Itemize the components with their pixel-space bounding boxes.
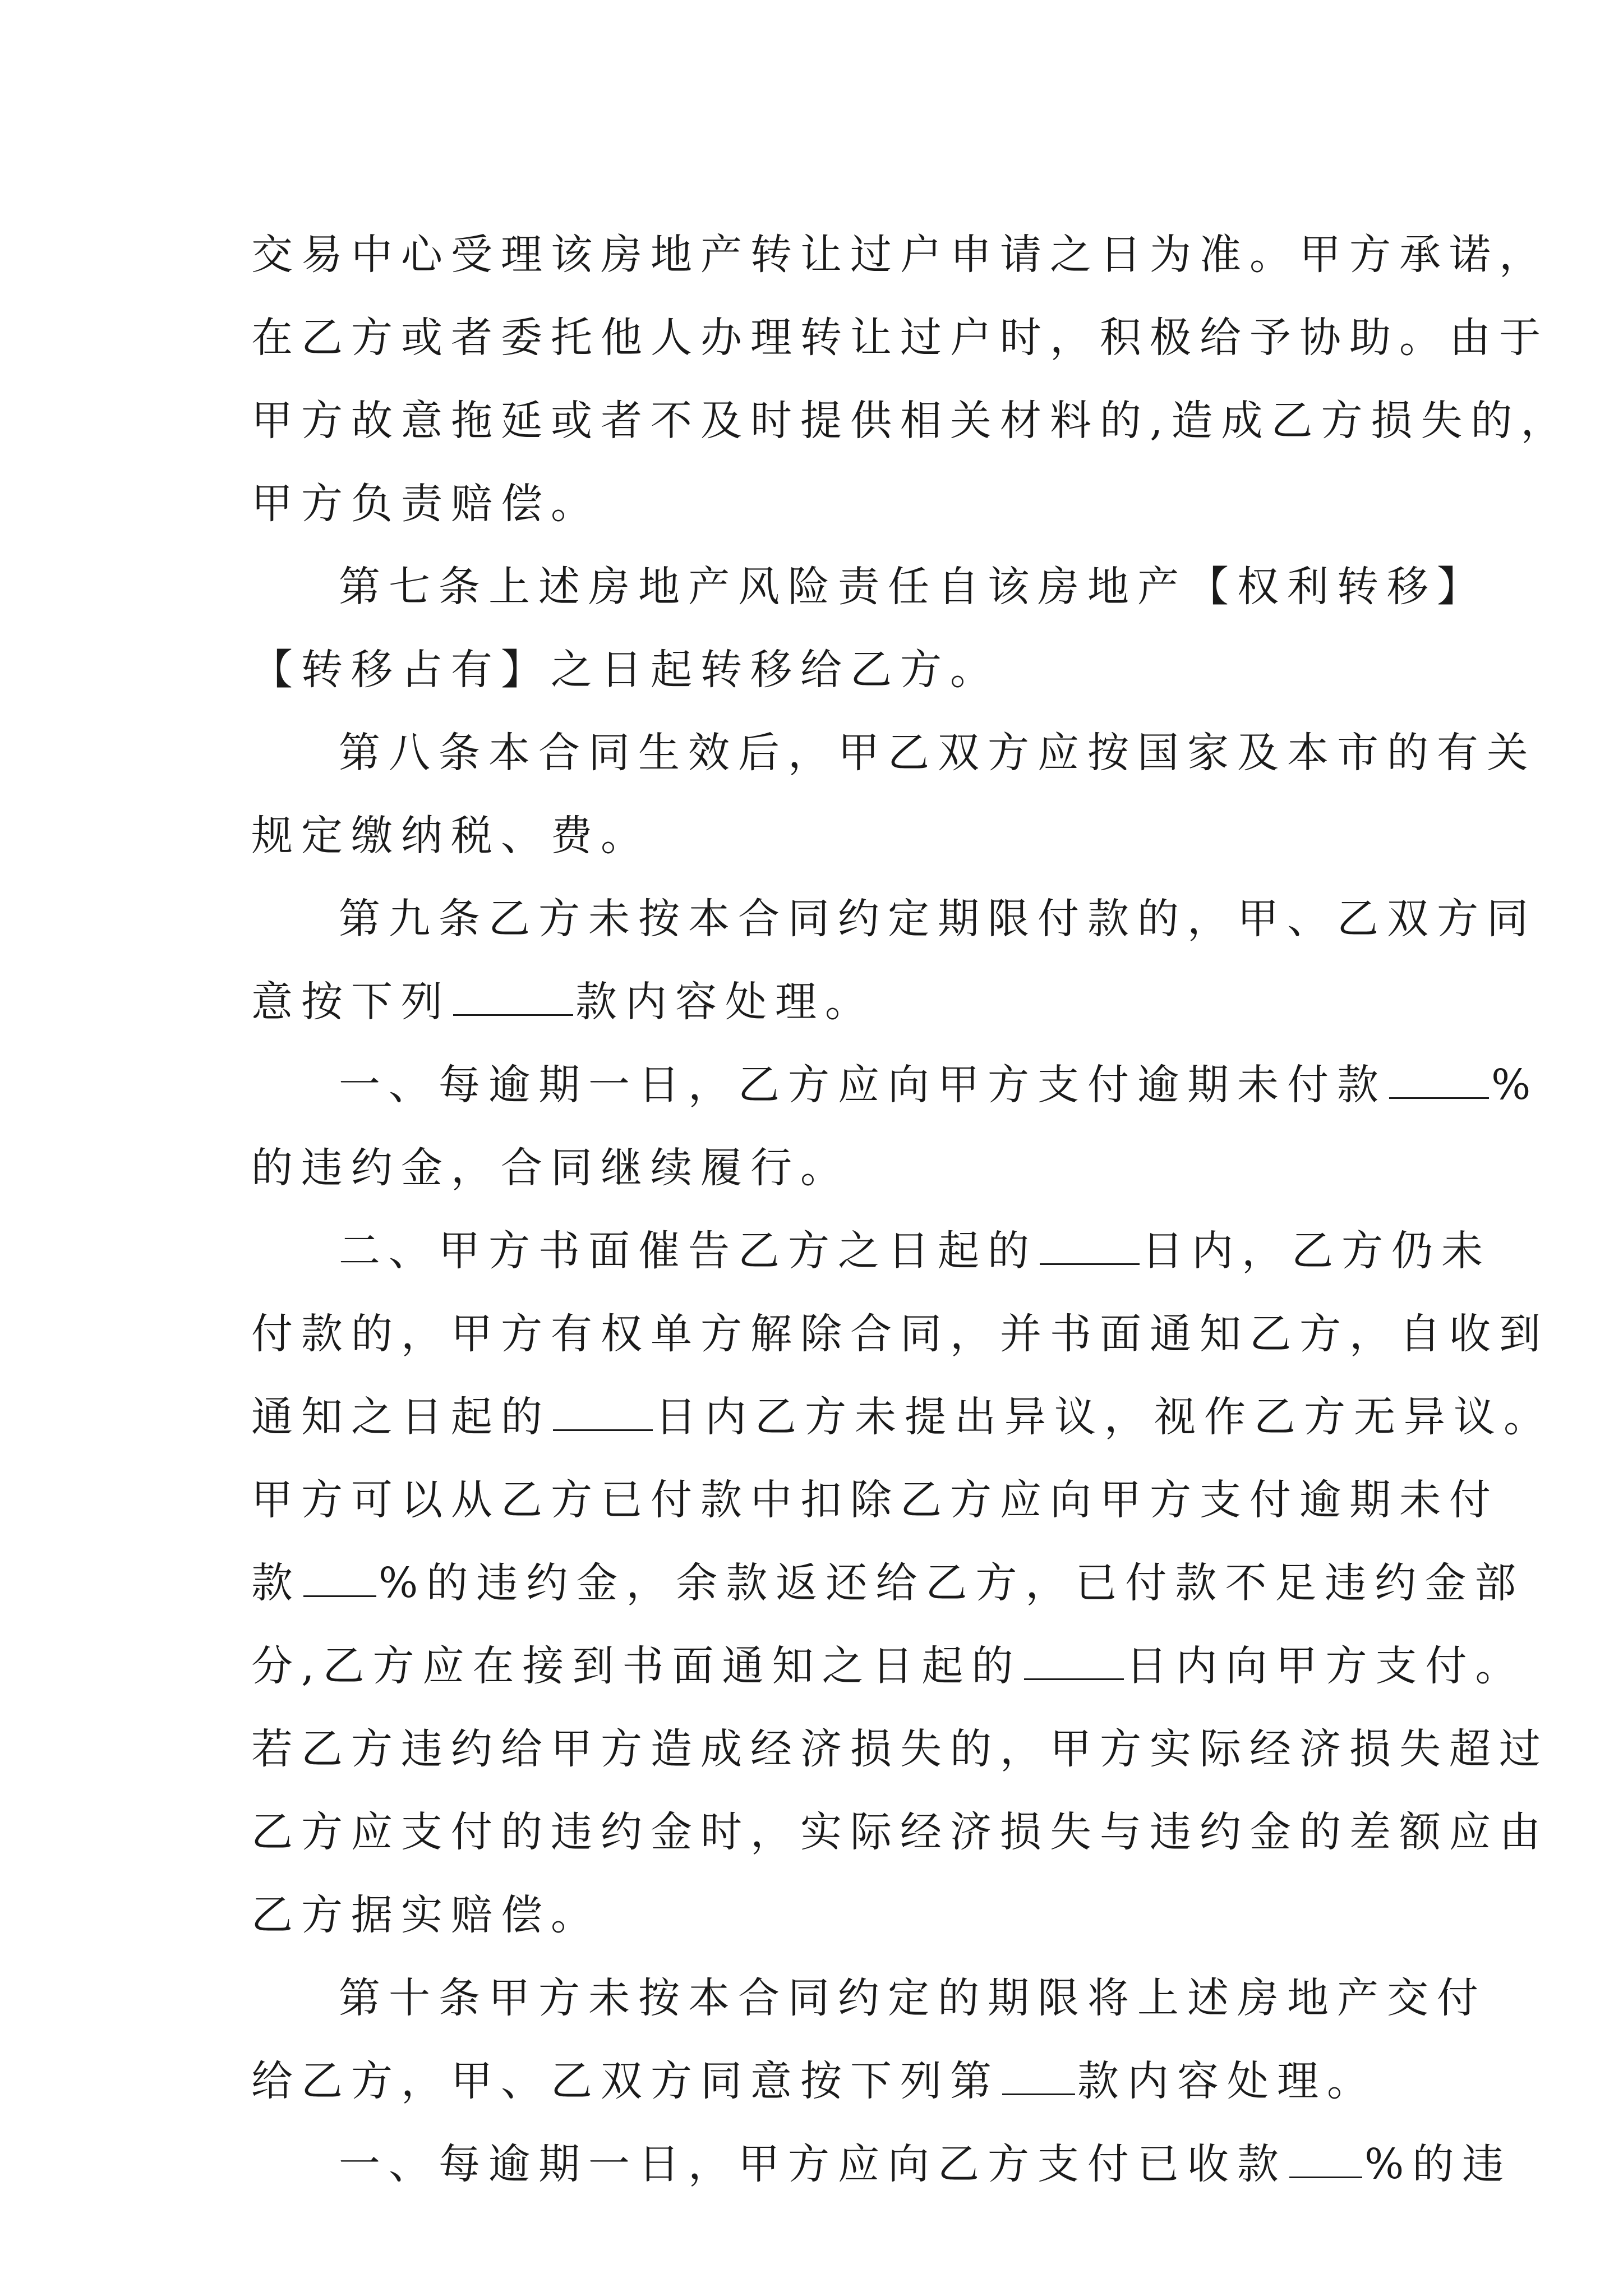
text-line: 乙方应支付的违约金时，实际经济损失与违约金的差额应由 bbox=[251, 1808, 1549, 1856]
text-line: 的违约金，合同继续履行。 bbox=[251, 1144, 850, 1192]
text-segment: 给乙方，甲、乙双方同意按下列第 bbox=[251, 2057, 1000, 2105]
text-line: 乙方据实赔偿。 bbox=[251, 1891, 601, 1939]
text-segment: 通知之日起的 bbox=[251, 1393, 551, 1441]
text-line bbox=[251, 960, 1407, 1043]
text-line: 在乙方或者委托他人办理转让过户时，积极给予协助。由于 bbox=[251, 314, 1549, 362]
text-segment: 分,乙方应在接到书面通知之日起的 bbox=[251, 1642, 1022, 1690]
article-9-line: 第九条乙方未按本合同约定期限付款的，甲、乙双方同 bbox=[339, 895, 1537, 943]
clause-line bbox=[251, 1209, 1491, 1292]
text-line bbox=[251, 1542, 1525, 1625]
text-segment: 一、每逾期一日，乙方应向甲方支付逾期未付款 bbox=[339, 1061, 1387, 1109]
clause-line bbox=[251, 2123, 1513, 2206]
fill-in-blank bbox=[553, 1396, 653, 1431]
text-segment: 款内容处理。 bbox=[1077, 2057, 1377, 2105]
fill-in-blank bbox=[1040, 1230, 1140, 1265]
text-line bbox=[251, 2040, 1407, 2123]
fill-in-blank bbox=[1389, 1064, 1489, 1099]
text-line: 甲方可以从乙方已付款中扣除乙方应向甲方支付逾期未付 bbox=[251, 1476, 1499, 1524]
text-line: 若乙方违约给甲方造成经济损失的，甲方实际经济损失超过 bbox=[251, 1725, 1549, 1773]
article-8-line: 第八条本合同生效后，甲乙双方应按国家及本市的有关 bbox=[339, 729, 1537, 777]
text-line: 【转移占有】之日起转移给乙方。 bbox=[251, 646, 1000, 694]
text-segment: 款 bbox=[251, 1559, 301, 1607]
document-page bbox=[251, 213, 1571, 2206]
text-segment: 款内容处理。 bbox=[575, 978, 875, 1026]
text-segment: 二、甲方书面催告乙方之日起的 bbox=[339, 1227, 1038, 1275]
text-segment: 日内向甲方支付。 bbox=[1126, 1642, 1525, 1690]
text-segment: %的违约金，余款返还给乙方，已付款不足违约金部 bbox=[379, 1559, 1525, 1607]
text-segment: 意按下列 bbox=[251, 978, 451, 1026]
text-segment: % bbox=[1491, 1061, 1539, 1109]
text-line bbox=[251, 1375, 1553, 1458]
text-line bbox=[251, 1625, 1525, 1708]
text-segment: 一、每逾期一日，甲方应向乙方支付已收款 bbox=[339, 2140, 1287, 2188]
fill-in-blank bbox=[303, 1562, 376, 1597]
fill-in-blank bbox=[1289, 2143, 1362, 2178]
article-10-line: 第十条甲方未按本合同约定的期限将上述房地产交付 bbox=[339, 1974, 1487, 2022]
text-line: 甲方故意拖延或者不及时提供相关材料的,造成乙方损失的， bbox=[251, 397, 1571, 445]
text-line: 付款的，甲方有权单方解除合同，并书面通知乙方，自收到 bbox=[251, 1310, 1549, 1358]
article-7-line: 第七条上述房地产风险责任自该房地产【权利转移】 bbox=[339, 563, 1487, 611]
text-line: 规定缴纳税、费。 bbox=[251, 812, 651, 860]
text-line: 甲方负责赔偿。 bbox=[251, 480, 601, 528]
fill-in-blank bbox=[1002, 2060, 1075, 2095]
text-segment: %的违 bbox=[1364, 2140, 1513, 2188]
text-segment: 日内乙方未提出异议，视作乙方无异议。 bbox=[655, 1393, 1553, 1441]
text-segment: 日内，乙方仍未 bbox=[1142, 1227, 1491, 1275]
clause-line bbox=[251, 1043, 1539, 1126]
fill-in-blank bbox=[1024, 1645, 1124, 1680]
fill-in-blank bbox=[453, 981, 573, 1016]
text-line: 交易中心受理该房地产转让过户申请之日为准。甲方承诺， bbox=[251, 231, 1549, 279]
